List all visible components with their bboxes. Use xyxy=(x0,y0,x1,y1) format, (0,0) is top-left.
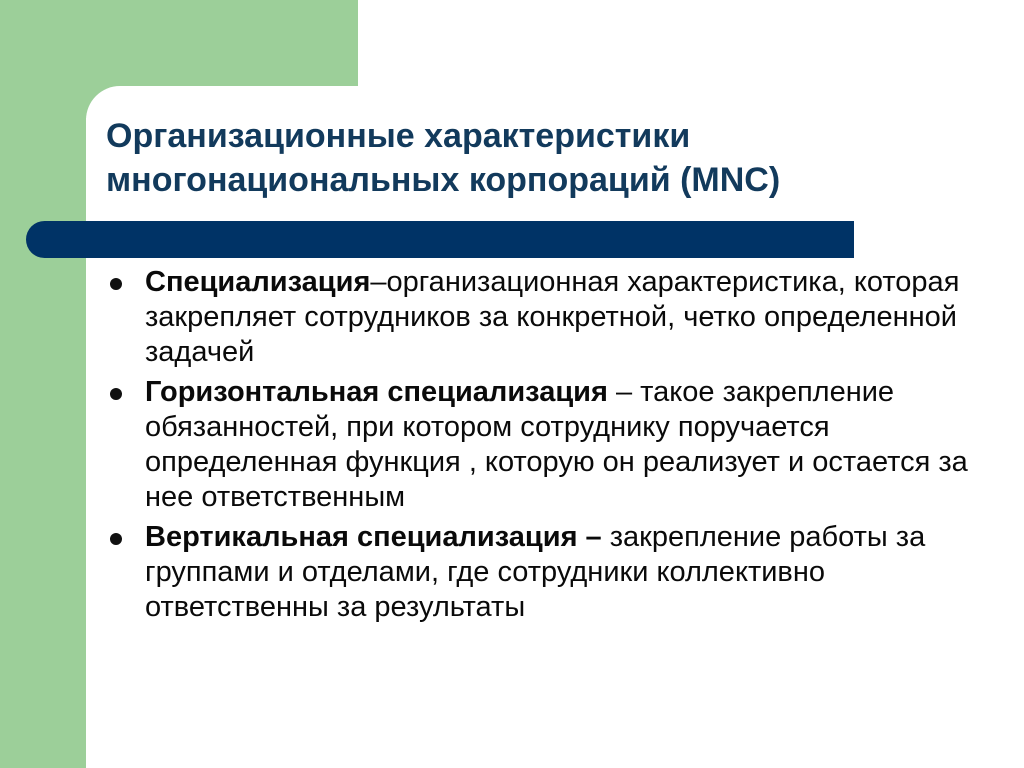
bullet-text: –организационная характеристика, которая закрепляет сотрудников за конкретной, четко определенной задачей xyxy=(145,266,960,368)
bullet-item-vertical xyxy=(103,520,973,625)
bullet-dot-icon xyxy=(110,388,122,400)
bullet-text: – такое закрепление обязанностей, при котором сотруднику поручается определенная функция , которую он реализует и остается за нее ответственным xyxy=(145,376,968,513)
bullet-dot-icon xyxy=(110,278,122,290)
title-divider-bar xyxy=(26,221,854,258)
bullet-dot-icon xyxy=(110,533,122,545)
decor-green-left xyxy=(0,0,86,768)
bullet-term: Специализация xyxy=(145,266,371,298)
slide-title xyxy=(106,114,966,202)
bullet-item-horizontal xyxy=(103,375,973,515)
bullet-term: Вертикальная специализация – xyxy=(145,521,602,553)
bullet-list xyxy=(103,265,973,630)
slide-title-line-2: многонациональных корпораций (MNC) xyxy=(106,161,781,199)
bullet-item-specialization xyxy=(103,265,973,370)
bullet-text: закрепление работы за группами и отделами, где сотрудники коллективно ответственны за результаты xyxy=(145,521,926,623)
bullet-term: Горизонтальная специализация xyxy=(145,376,608,408)
slide-title-line-1: Организационные характеристики xyxy=(106,117,691,155)
